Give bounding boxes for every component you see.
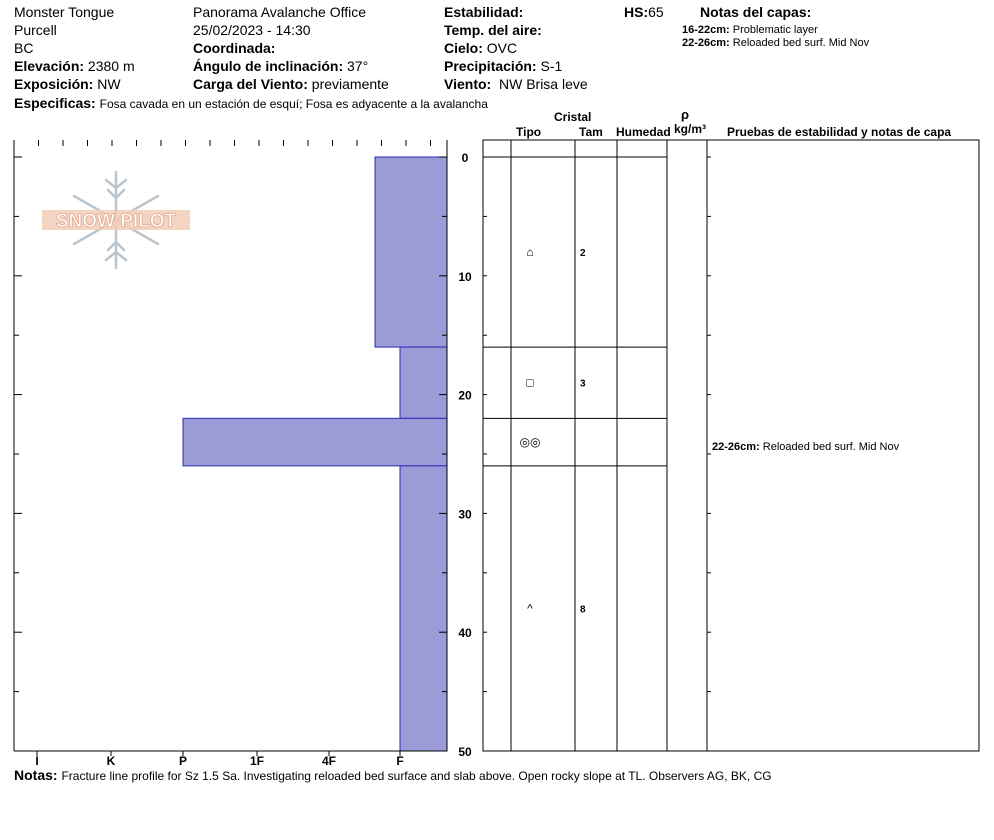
wind-load-label: Carga del Viento:: [193, 76, 308, 92]
wind-load-value: previamente: [311, 76, 389, 92]
layer-note-text: Reloaded bed surf. Mid Nov: [732, 37, 870, 49]
layer-note-range: 16-22cm:: [682, 24, 730, 36]
density-unit-header: kg/m³: [674, 122, 707, 136]
crystal-size-value: 8: [580, 604, 586, 616]
crystal-type-symbol: ^: [527, 601, 533, 616]
operation-name: Panorama Avalanche Office: [193, 4, 367, 20]
elevation-value: 2380 m: [87, 58, 135, 74]
moisture-header: Humedad: [616, 125, 671, 139]
depth-label: 30: [458, 507, 472, 522]
crystal-type-symbol: ◎◎: [519, 435, 541, 450]
hardness-label: K: [106, 754, 116, 768]
hardness-label: F: [396, 754, 404, 768]
hardness-label: 4F: [321, 754, 337, 768]
elevation-label: Elevación:: [14, 58, 85, 74]
tests-header: Pruebas de estabilidad y notas de capa: [727, 125, 952, 139]
aspect-value: NW: [97, 76, 121, 92]
date-time: 25/02/2023 - 14:30: [193, 22, 311, 38]
layer-test-range: 22-26cm:: [712, 441, 760, 453]
hardness-bar: [375, 157, 447, 347]
stability-label: Estabilidad:: [444, 4, 524, 20]
specifics-label: Especificas:: [14, 95, 96, 111]
hardness-bar: [183, 418, 447, 466]
crystal-header: Cristal: [554, 110, 592, 124]
range-name: Purcell: [14, 22, 57, 38]
layer-note-range: 22-26cm:: [682, 37, 730, 49]
precip-label: Precipitación:: [444, 58, 537, 74]
layer-test-text: Reloaded bed surf. Mid Nov: [762, 441, 900, 453]
hardness-label: I: [35, 754, 39, 768]
hardness-bar: [400, 347, 447, 418]
notes-text: Fracture line profile for Sz 1.5 Sa. Investigating reloaded bed surface and slab above. Open rocky slope at TL. Observers AG, BK, CG: [61, 769, 772, 783]
specifics-value: Fosa cavada en un estación de esquí; Fosa es adyacente a la avalancha: [99, 97, 488, 111]
crystal-type-symbol: ⌂: [526, 245, 534, 260]
wind-value: NW Brisa leve: [498, 76, 588, 92]
layer-test-note: [712, 441, 899, 454]
hs-label: HS:: [624, 4, 649, 20]
layer-notes-title: Notas del capas:: [700, 4, 812, 20]
depth-label: 50: [458, 745, 472, 759]
layer-note-text: Problematic layer: [732, 24, 818, 36]
depth-label: 40: [458, 626, 472, 641]
crystal-size-value: 2: [580, 248, 586, 260]
notes-field: [14, 767, 772, 783]
sky-value: OVC: [486, 40, 518, 56]
wind-label: Viento:: [444, 76, 492, 92]
precip-value: S-1: [540, 58, 563, 74]
hardness-label: P: [178, 754, 188, 768]
angle-label: Ángulo de inclinación:: [193, 58, 344, 74]
rho-header: ρ: [681, 107, 690, 122]
depth-label: 10: [458, 269, 472, 284]
notes-label: Notas:: [14, 767, 58, 783]
region-name: BC: [14, 40, 34, 56]
aspect-label: Exposición:: [14, 76, 94, 92]
coordinate-label: Coordinada:: [193, 40, 276, 56]
crystal-type-symbol: □: [526, 375, 534, 390]
size-header: Tam: [579, 125, 603, 139]
hs-value: 65: [648, 4, 664, 20]
watermark-text: SNOW PILOT: [55, 211, 177, 232]
depth-label: 20: [458, 388, 472, 403]
hardness-bar: [400, 466, 447, 751]
type-header: Tipo: [516, 125, 542, 139]
depth-label: 0: [461, 151, 469, 165]
crystal-size-value: 3: [580, 378, 586, 390]
angle-value: 37°: [347, 58, 369, 74]
hardness-label: 1F: [249, 754, 265, 768]
location-name: Monster Tongue: [14, 4, 115, 20]
sky-label: Cielo:: [444, 40, 483, 56]
air-temp-label: Temp. del aire:: [444, 22, 542, 38]
